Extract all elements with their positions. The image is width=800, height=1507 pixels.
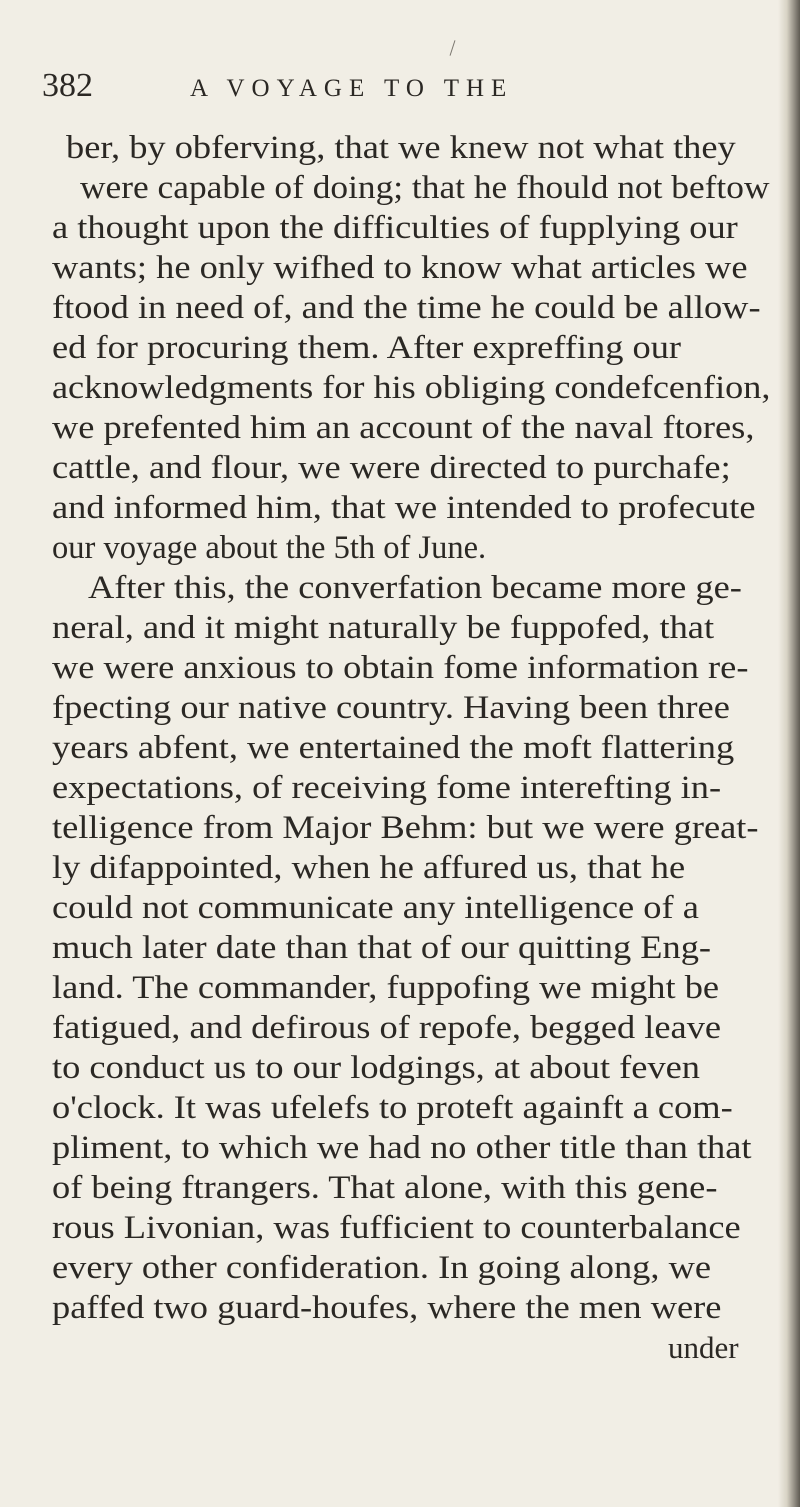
text-line: ed for procuring them. After expreffing our (52, 330, 682, 366)
text-line: pliment, to which we had no other title than that (52, 1130, 752, 1166)
text-line: and informed him, that we intended to profecute (52, 490, 756, 526)
text-line: could not communicate any intelligence of a (52, 890, 699, 926)
text-line: expectations, of receiving fome interefting in- (52, 770, 722, 806)
text-line: to conduct us to our lodgings, at about feven (52, 1050, 701, 1086)
text-line: a thought upon the difficulties of fupplying our (52, 210, 738, 246)
ink-mark (450, 40, 456, 56)
page-edge-shadow (778, 0, 800, 1507)
page-number: 382 (42, 67, 93, 104)
text-line: cattle, and flour, we were directed to purchafe; (52, 450, 731, 486)
text-line: After this, the converfation became more ge- (88, 570, 742, 606)
text-line: fpecting our native country. Having been three (52, 690, 730, 726)
text-line: wants; he only wifhed to know what articles we (52, 250, 748, 286)
text-line: we prefented him an account of the naval ftores, (52, 410, 755, 446)
text-line: of being ftrangers. That alone, with this gene- (52, 1170, 718, 1206)
text-line: fatigued, and defirous of repofe, begged leave (52, 1010, 722, 1046)
text-line: ftood in need of, and the time he could be allow- (52, 290, 761, 326)
running-title: A VOYAGE TO THE (190, 75, 514, 102)
text-line: o'clock. It was ufelefs to proteft againft a com- (52, 1090, 733, 1126)
text-line: our voyage about the 5th of June. (52, 530, 487, 566)
text-line: we were anxious to obtain fome information re- (52, 650, 749, 686)
text-line: land. The commander, fuppofing we might be (52, 970, 720, 1006)
text-line: paffed two guard-houfes, where the men were (52, 1290, 722, 1326)
text-line: telligence from Major Behm: but we were great- (52, 810, 759, 846)
text-line: rous Livonian, was fufficient to counterbalance (52, 1210, 741, 1246)
text-line: were capable of doing; that he fhould not beftow (80, 170, 770, 206)
text-line: years abfent, we entertained the moft flattering (52, 730, 735, 766)
text-line: acknowledgments for his obliging condefcenfion, (52, 370, 771, 406)
text-line: ly difappointed, when he affured us, that he (52, 850, 686, 886)
text-line: much later date than that of our quitting Eng- (52, 930, 712, 966)
text-line: ber, by obferving, that we knew not what they (66, 130, 736, 166)
running-head (0, 66, 800, 106)
text-line: every other confideration. In going along, we (52, 1250, 712, 1286)
catchword: under (668, 1330, 739, 1365)
text-line: neral, and it might naturally be fuppofed, that (52, 610, 715, 646)
